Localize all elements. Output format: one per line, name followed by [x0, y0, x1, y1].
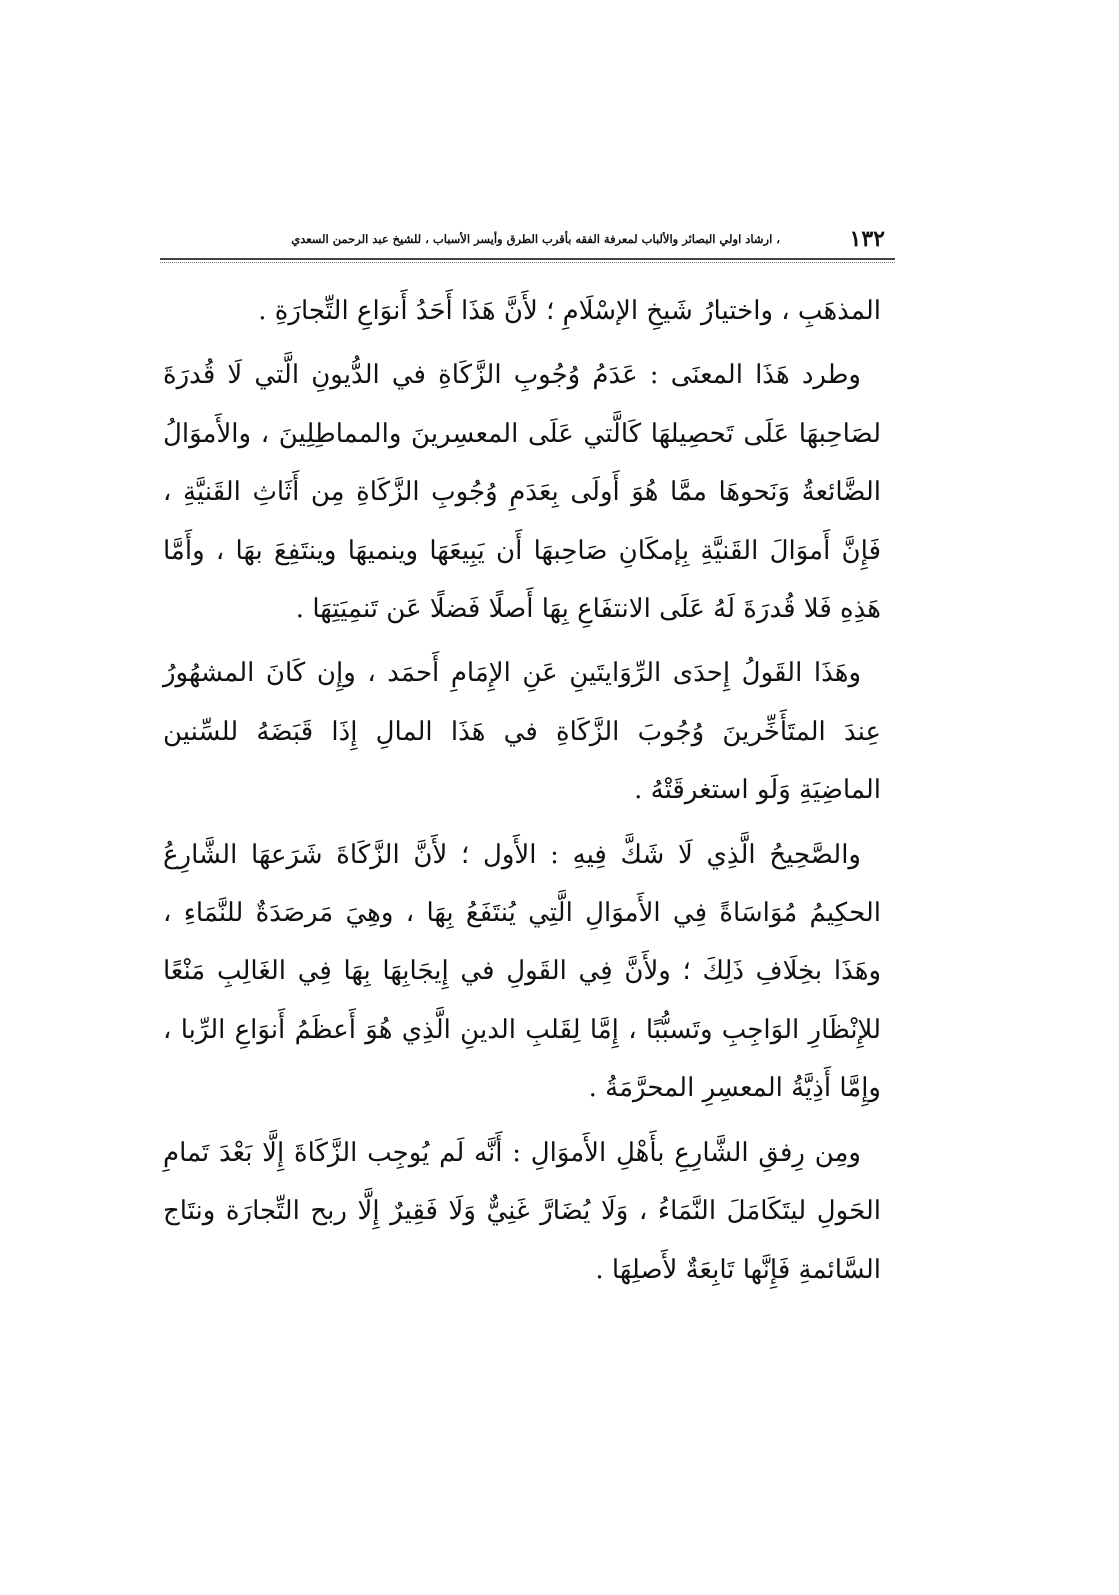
- body-text: [163, 282, 881, 1299]
- book-title: ، ارشاد اولي البصائر والألباب لمعرفة الفقه بأقرب الطرق وأيسر الأسباب ، للشيخ عبد الرحمن السعدي: [291, 232, 780, 246]
- paragraph-2: وطرد هَذَا المعنَى : عَدَمُ وُجُوبِ الزَّكَاةِ في الدُّيونِ الَّتي لَا قُدرَةَ لصَاحِبهَا عَلَى تَحصِيلهَا كَالَّتي عَلَى المعسِرينَ والمماطِلِينَ ، والأَموَالُ الضَّائعةُ وَنَحوهَا ممَّا هُوَ أَولَى بِعَدَمِ وُجُوبِ الزَّكَاةِ مِن أَثَاثِ القَنيَّةِ ، فَإِنَّ أَموَالَ القَنيَّةِ بِإمكَانِ صَاحِبهَا أَن يَبِيعَهَا وينميهَا وينتَفِعَ بهَا ، وأَمَّا هَذِهِ فَلا قُدرَةَ لَهُ عَلَى الانتفَاعِ بِهَا أَصلًا فَضلًا عَن تَنمِيَتِهَا .: [163, 360, 881, 625]
- running-header: [160, 224, 895, 258]
- page-number: ١٣٢: [849, 226, 885, 252]
- paragraph-1: المذهَبِ ، واختيارُ شَيخِ الإسْلَامِ ؛ لأَنَّ هَذَا أَحَدُ أَنوَاعِ التِّجارَةِ .: [258, 296, 881, 326]
- header-divider: [160, 258, 895, 263]
- paragraph-4: والصَّحِيحُ الَّذِي لَا شَكَّ فِيهِ : الأَول ؛ لأَنَّ الزَّكَاةَ شَرَعهَا الشَّارِعُ الحكِيمُ مُوَاسَاةً فِي الأَموَالِ الَّتِي يُنتَفَعُ بِهَا ، وهِيَ مَرصَدَةٌ للنَّمَاءِ ، وهَذَا بخِلَافِ ذَلِكَ ؛ ولأَنَّ فِي القَولِ في إِيجَابِهَا بِهَا فِي الغَالِبِ مَنْعًا للإِنْظَارِ الوَاجِبِ وتَسبُّبًا ، إِمَّا لِقَلبِ الدينِ الَّذِي هُوَ أَعظَمُ أَنوَاعِ الرِّبا ، وإِمَّا أَذِيَّةُ المعسِرِ المحرَّمَةُ .: [163, 839, 881, 1104]
- paragraph-5: ومِن رِفقِ الشَّارِعِ بأَهْلِ الأَموَالِ : أَنَّه لَم يُوجِب الزَّكَاةَ إِلَّا بَعْدَ تَمامِ الحَولِ ليتَكَامَلَ النَّمَاءُ ، وَلَا يُضَارَّ غَنِيٌّ وَلَا فَقِيرٌ إِلَّا ربح التِّجارَة ونتَاج السَّائمةِ فَإِنَّها تَابِعَةٌ لأَصلِهَا .: [163, 1137, 881, 1285]
- paragraph-3: وهَذَا القَولُ إِحدَى الرِّوَايتَينِ عَنِ الإِمَامِ أَحمَد ، وإِن كَانَ المشهُورُ عِندَ المتَأَخِّرينَ وُجُوبَ الزَّكَاةِ في هَذَا المالِ إِذَا قَبَضَهُ للسِّنين الماضِيَةِ وَلَو استغرقَتْهُ .: [163, 658, 881, 806]
